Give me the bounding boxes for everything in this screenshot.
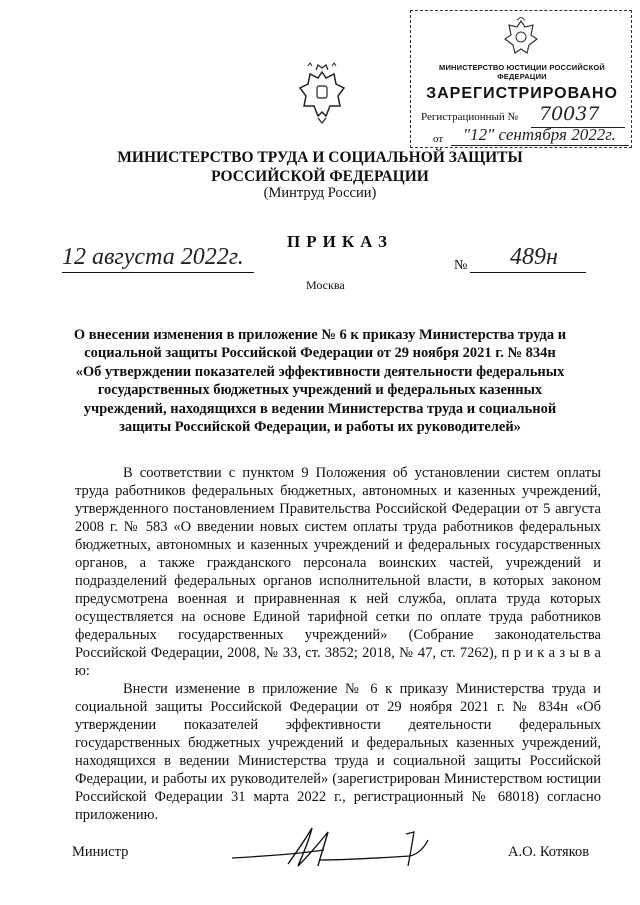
order-date: 12 августа 2022г. — [62, 244, 244, 270]
order-number-label: № — [454, 258, 468, 273]
ministry-title — [0, 148, 640, 186]
order-subject: О внесении изменения в приложение № 6 к приказу Министерства труда и социальной защиты Российской Федерации от 29 ноября 2021 г. № 834н «Об утверждении показателей эффективности деятельности федеральных государственных бюджетных учреждений и федеральных казенных учреждений, находящихся в ведении Министерства труда и социальной защиты Российской Федерации, и работы их руководителей» — [73, 327, 567, 436]
stamp-from-label: от — [433, 133, 444, 145]
coat-of-arms-icon — [298, 62, 346, 124]
stamp-reg-number: 70037 — [539, 103, 600, 125]
body-paragraph-2: Внести изменение в приложение № 6 к приказу Министерства труда и социальной защиты Российской Федерации от 29 ноября 2021 г. № 834н «Об утверждении показателей эффективности деятельности федеральных государственных бюджетных учреждений и федеральных казенных учреждений, находящихся в ведении Министерства труда и социальной защиты Российской Федерации, и работы их руководителей» (зарегистрирован Министерством юстиции Российской Федерации 31 марта 2022 г., регистрационный № 68018) согласно приложению. — [75, 681, 601, 823]
signer-name: А.О. Котяков — [508, 844, 590, 860]
document-type: ПРИКАЗ — [287, 232, 393, 251]
stamp-reg-label: Регистрационный № — [421, 111, 519, 123]
stamp-underline — [451, 145, 629, 146]
coat-of-arms-icon — [503, 17, 539, 57]
stamp-registered: ЗАРЕГИСТРИРОВАНО — [426, 85, 618, 102]
registration-stamp — [410, 10, 632, 148]
stamp-reg-date: "12" сентября 2022г. — [463, 125, 616, 144]
stamp-ministry: МИНИСТЕРСТВО ЮСТИЦИИ РОССИЙСКОЙ ФЕДЕРАЦИИ — [439, 63, 605, 81]
body-paragraph-1: В соответствии с пунктом 9 Положения об установлении систем оплаты труда работников федеральных бюджетных, автономных и казенных учреждений, утвержденного постановлением Правительства Российской Федерации от 5 августа 2008 г. № 583 «О введении новых систем оплаты труда работников федеральных бюджетных, автономных и казенных учреждений и федеральных государственных органов, а также гражданского персонала воинских частей, учреждений и подразделений федеральных органов исполнительной власти, в которых законом предусмотрена военная и приравненная к ней служба, оплата труда которых осуществляется на основе Единой тарифной сетки по оплате труда работников федеральных государственных учреждений» (Собрание законодательства Российской Федерации, 2008, № 33, ст. 3852; 2018, № 47, ст. 7262), п р и к а з ы в а ю: — [75, 465, 601, 679]
signer-position: Министр — [72, 844, 129, 860]
ministry-title-line-2: РОССИЙСКОЙ ФЕДЕРАЦИИ — [211, 168, 429, 185]
city: Москва — [306, 278, 345, 292]
order-number: 489н — [510, 244, 558, 270]
number-underline — [470, 272, 586, 273]
ministry-title-line-1: МИНИСТЕРСТВО ТРУДА И СОЦИАЛЬНОЙ ЗАЩИТЫ — [117, 149, 523, 166]
signature-icon — [228, 820, 434, 876]
date-underline — [62, 272, 254, 273]
ministry-short-name: (Минтруд России) — [263, 185, 377, 201]
